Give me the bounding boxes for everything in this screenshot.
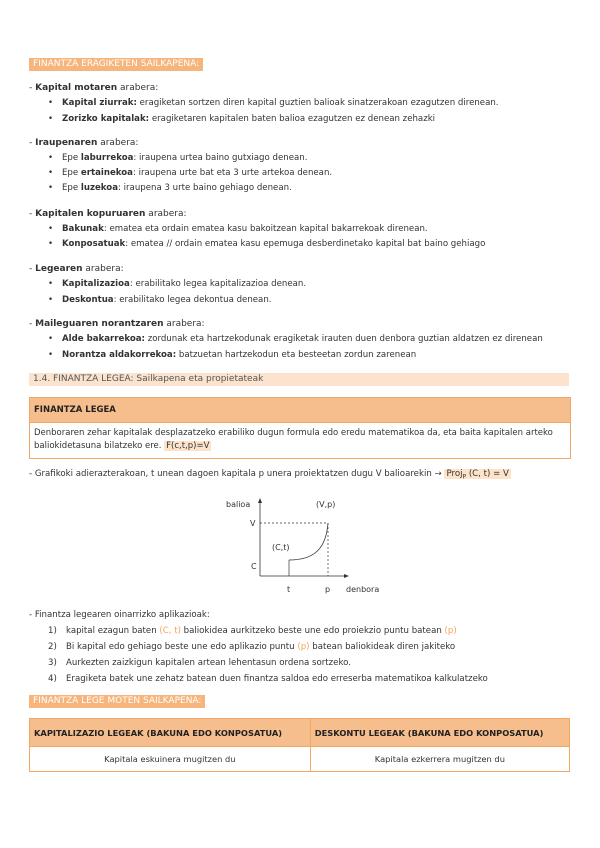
projection-graph [224, 494, 384, 599]
list-item: • Epe laburrekoa: iraupena urtea baino gutxiago denean. [48, 153, 308, 163]
application-item: 3) Aurkezten zaizkigun kapitalen artean lehentasun ordena sortzeko. [48, 658, 351, 668]
list-item: • Epe ertainekoa: iraupena urte bat eta 3 urte artekoa denean. [48, 168, 333, 178]
application-item: 2) Bi kapital edo gehiago beste une edo aplikazio puntu (p) batean baliokideak diren jakiteko [48, 642, 456, 652]
list-item: • Epe luzekoa: iraupena 3 urte baino gehiago denean. [48, 183, 292, 193]
definition-title: FINANTZA LEGEA [30, 398, 570, 423]
definition-box [29, 397, 571, 459]
list-item: • Konposatuak: ematea // ordain ematea kasu epemuga desberdinetako kapital bat baino gehiago [48, 239, 486, 249]
category-heading: - Maileguaren norantzaren arabera: [29, 319, 205, 329]
list-item: • Zorizko kapitalak: eragiketaren kapitalen baten balioa ezagutzen ez denean zehazki [48, 114, 436, 124]
table-cell-capitalization: Kapitala eskuinera mugitzen du [30, 747, 311, 772]
table-header-discount: DESKONTU LEGEAK (BAKUNA EDO KONPOSATUA) [310, 719, 569, 747]
graph-x-arrow [344, 574, 349, 578]
list-item: • Kapital ziurrak: eragiketan sortzen diren kapital guztien balioak sinatzerakoan ezagutzen direnean. [48, 98, 499, 108]
graphic-description: - Grafikoki adierazterakoan, t unean dagoen kapitala p unera proiektatzen dugu V balioarekin → Proj$_P$ (C, t) = V [29, 469, 509, 481]
application-item: 1) kapital ezagun baten (C, t) baliokidea aurkitzeko beste une edo proiekzio puntu batean (p) [48, 626, 457, 636]
list-item: • Kapitalizazioa: erabilitako legea kapitalizazioa denean. [48, 279, 307, 289]
definition-body: Denboraren zehar kapitalak desplazatzeko erabiliko dugun formula edo eredu matematikoa da, eta baita kapitalen arteko baliokidetasuna bilatzeko ere. F(c,t,p)=V [34, 428, 553, 451]
graph-point-label: (V,p) [316, 500, 336, 509]
graph-v-tick: V [250, 519, 256, 528]
section-title-classification: FINANTZA ERAGIKETEN SAILKAPENA: [29, 58, 203, 71]
list-item: • Deskontua: erabilitako legea dekontua denean. [48, 295, 272, 305]
list-item: • Alde bakarrekoa: zordunak eta hartzekodunak eragiketak irauten duen denbora guztian aldatzen ez direnean [48, 334, 543, 344]
graph-t-tick: t [287, 585, 291, 594]
table-cell-discount: Kapitala ezkerrera mugitzen du [310, 747, 569, 772]
projection-formula: Proj$_P$ (C, t) = V [446, 469, 509, 481]
graph-curve [289, 523, 328, 560]
category-heading: - Kapital motaren arabera: [29, 83, 159, 93]
graph-y-arrow [258, 498, 262, 503]
table-header-capitalization: KAPITALIZAZIO LEGEAK (BAKUNA EDO KONPOSATUA) [30, 719, 311, 747]
definition-formula: F(c,t,p)=V [166, 441, 210, 451]
graph-p-tick: p [325, 585, 331, 594]
applications-intro: - Finantza legearen oinarrizko aplikazioak: [29, 610, 210, 620]
category-heading: - Kapitalen kopuruaren arabera: [29, 209, 187, 219]
list-item: • Norantza aldakorrekoa: batzuetan hartzekodun eta besteetan zordun zarenean [48, 350, 417, 360]
section-title-law-types: FINANTZA LEGE MOTEN SAILKAPENA: [29, 695, 205, 708]
application-item: 4) Eragiketa batek une zehatz batean duen finantza saldoa edo erreserba matematikoa kalkulatzeko [48, 674, 488, 684]
table-row [30, 747, 570, 772]
graph-x-label: denbora [346, 585, 380, 594]
table-header-row [30, 719, 570, 747]
graph-y-label: balioa [226, 500, 251, 509]
graph-start-label: (C,t) [272, 543, 290, 552]
category-heading: - Iraupenaren arabera: [29, 138, 139, 148]
graph-c-tick: C [251, 562, 257, 571]
category-heading: - Legearen arabera: [29, 264, 124, 274]
list-item: • Bakunak: ematea eta ordain ematea kasu bakoitzean kapital bakarrekoak direnean. [48, 224, 428, 234]
section-title-financial-law: 1.4. FINANTZA LEGEA: Sailkapena eta propietateak [29, 373, 569, 386]
law-types-table [29, 718, 570, 772]
